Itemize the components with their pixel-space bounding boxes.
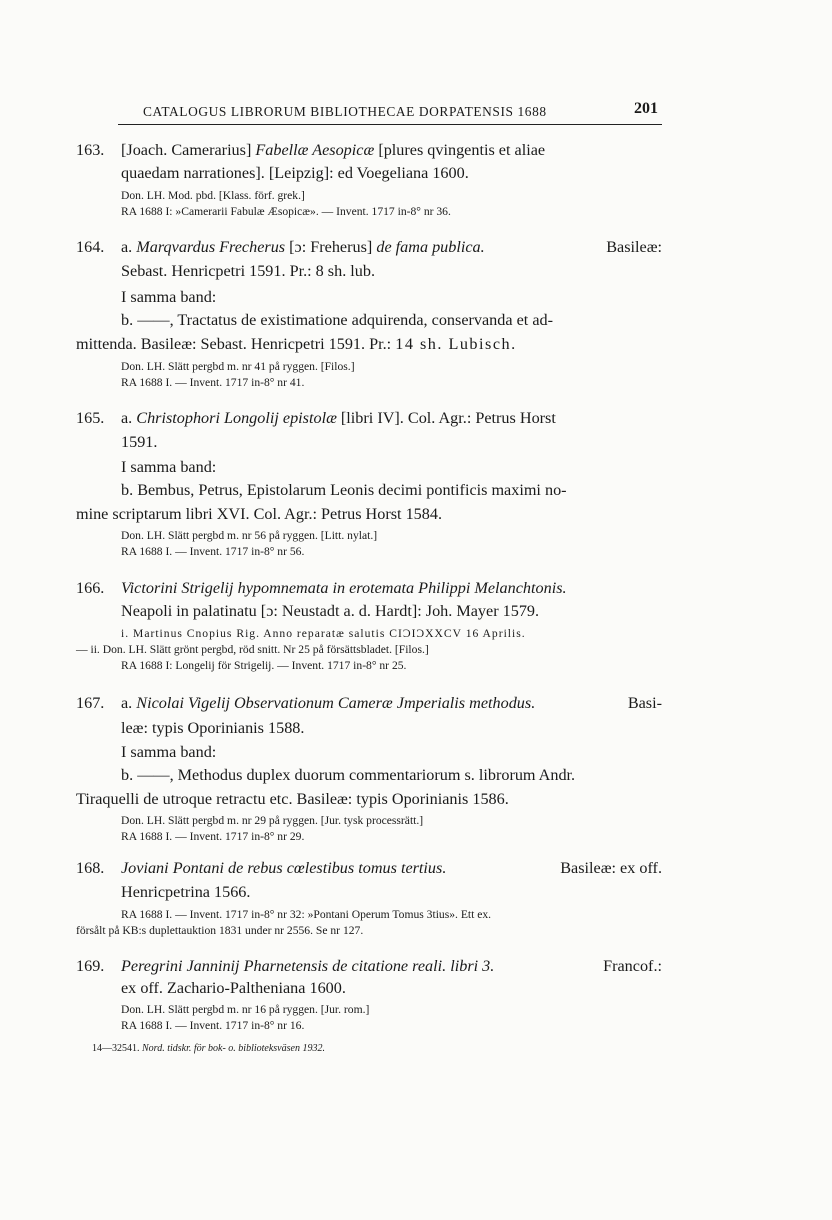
entry-text-line: Henricpetrina 1566. — [121, 883, 251, 901]
text: [Joach. Camerarius] — [121, 141, 256, 159]
entry-text-line: I samma band: — [121, 458, 217, 476]
entry-text-line: Basileæ: — [606, 238, 662, 256]
print-footer — [92, 1043, 325, 1054]
text: a. — [121, 238, 137, 256]
entry-text-line — [121, 141, 545, 160]
entry-note: RA 1688 I. — Invent. 1717 in-8° nr 56. — [121, 545, 305, 558]
entry-note: RA 1688 I: Longelij för Strigelij. — Invent. 1717 in-8° nr 25. — [121, 659, 407, 672]
title-italic: Marqvardus Frecherus — [136, 238, 286, 256]
entry-number: 164. — [76, 238, 105, 256]
entry-text-line — [121, 238, 485, 257]
entry-note: RA 1688 I. — Invent. 1717 in-8° nr 41. — [121, 376, 305, 389]
title-italic: Nicolai Vigelij Observationum Cameræ Jmperialis methodus. — [136, 694, 536, 712]
text: [ɔ: Freherus] — [285, 238, 377, 256]
page-number: 201 — [634, 100, 658, 117]
entry-text-line: Basileæ: ex off. — [560, 859, 662, 877]
text: [libri IV]. Col. Agr.: Petrus Horst — [336, 409, 556, 427]
journal-title: Nord. tidskr. för bok- o. biblioteksväsen 1932. — [142, 1043, 325, 1054]
entry-text-line — [121, 957, 494, 976]
entry-text-line: Tiraquelli de utroque retractu etc. Basileæ: typis Oporinianis 1586. — [76, 790, 509, 808]
entry-text-line: 1591. — [121, 433, 158, 451]
entry-text-line — [76, 335, 517, 354]
entry-text-line: Francof.: — [603, 957, 662, 975]
entry-note: Don. LH. Slätt pergbd m. nr 56 på ryggen. [Litt. nylat.] — [121, 529, 378, 542]
entry-text-line — [121, 859, 446, 878]
text: [plures qvingentis et aliae — [374, 141, 546, 159]
price-spaced: 14 sh. Lubisch. — [395, 335, 517, 353]
entry-number: 163. — [76, 141, 105, 159]
entry-text-line — [121, 579, 567, 598]
entry-note: — ii. Don. LH. Slätt grönt pergbd, röd snitt. Nr 25 på försättsbladet. [Filos.] — [76, 643, 429, 656]
entry-note: RA 1688 I. — Invent. 1717 in-8° nr 16. — [121, 1019, 305, 1032]
entry-note: Don. LH. Slätt pergbd m. nr 41 på ryggen. [Filos.] — [121, 360, 355, 373]
entry-note: Don. LH. Mod. pbd. [Klass. förf. grek.] — [121, 189, 305, 202]
entry-number: 167. — [76, 694, 105, 712]
title-italic: Fabellæ Aesopicæ — [255, 141, 375, 159]
entry-note: RA 1688 I. — Invent. 1717 in-8° nr 32: »Pontani Operum Tomus 3tius». Ett ex. — [121, 908, 492, 921]
entry-note: Don. LH. Slätt pergbd m. nr 29 på ryggen. [Jur. tysk processrätt.] — [121, 814, 424, 827]
print-code: 14—32541. — [92, 1043, 142, 1054]
entry-text-line: Sebast. Henricpetri 1591. Pr.: 8 sh. lub. — [121, 262, 376, 280]
entry-note: RA 1688 I: »Camerarii Fabulæ Æsopicæ». — Invent. 1717 in-8° nr 36. — [121, 205, 451, 218]
entry-text-line — [121, 694, 535, 713]
entry-text-line: Basi- — [627, 694, 662, 712]
entry-text-line: b. ——, Methodus duplex duorum commentariorum s. librorum Andr. — [121, 766, 576, 784]
entry-number: 165. — [76, 409, 105, 427]
title-italic: de fama publica. — [376, 238, 485, 256]
entry-text-line: b. Bembus, Petrus, Epistolarum Leonis decimi pontificis maximi no- — [121, 481, 567, 499]
title-italic: Victorini Strigelij hypomnemata in erotemata Philippi Melanchtonis. — [121, 579, 567, 597]
entry-note: försålt på KB:s duplettauktion 1831 under nr 2556. Se nr 127. — [76, 924, 364, 937]
entry-text-line: mine scriptarum libri XVI. Col. Agr.: Petrus Horst 1584. — [76, 505, 442, 523]
entry-number: 166. — [76, 579, 105, 597]
entry-text-line — [121, 409, 556, 428]
entry-number: 168. — [76, 859, 105, 877]
title-italic: Christophori Longolij epistolæ — [136, 409, 337, 427]
entry-text-line: quaedam narrationes]. [Leipzig]: ed Voegeliana 1600. — [121, 164, 469, 182]
entry-text-line: I samma band: — [121, 288, 217, 306]
title-italic: Joviani Pontani de rebus cœlestibus tomus tertius. — [121, 859, 447, 877]
entry-note: i. Martinus Cnopius Rig. Anno reparatæ salutis CIƆIƆXXCV 16 Aprilis. — [121, 627, 526, 640]
entry-text-line: ex off. Zachario-Paltheniana 1600. — [121, 979, 346, 997]
entry-text-line: b. ——, Tractatus de existimatione adquirenda, conservanda et ad- — [121, 311, 553, 329]
entry-number: 169. — [76, 957, 105, 975]
text: a. — [121, 694, 137, 712]
entry-note: Don. LH. Slätt pergbd m. nr 16 på ryggen. [Jur. rom.] — [121, 1003, 370, 1016]
running-header — [118, 100, 662, 125]
entry-note: RA 1688 I. — Invent. 1717 in-8° nr 29. — [121, 830, 305, 843]
running-title: CATALOGUS LIBRORUM BIBLIOTHECAE DORPATENSIS 1688 — [143, 104, 547, 119]
entry-text-line: Neapoli in palatinatu [ɔ: Neustadt a. d. Hardt]: Joh. Mayer 1579. — [121, 602, 540, 620]
text: mittenda. Basileæ: Sebast. Henricpetri 1591. Pr.: — [76, 335, 396, 353]
entry-text-line: I samma band: — [121, 743, 217, 761]
entry-text-line: leæ: typis Oporinianis 1588. — [121, 719, 305, 737]
text: a. — [121, 409, 137, 427]
title-italic: Peregrini Janninij Pharnetensis de citatione reali. libri 3. — [121, 957, 495, 975]
